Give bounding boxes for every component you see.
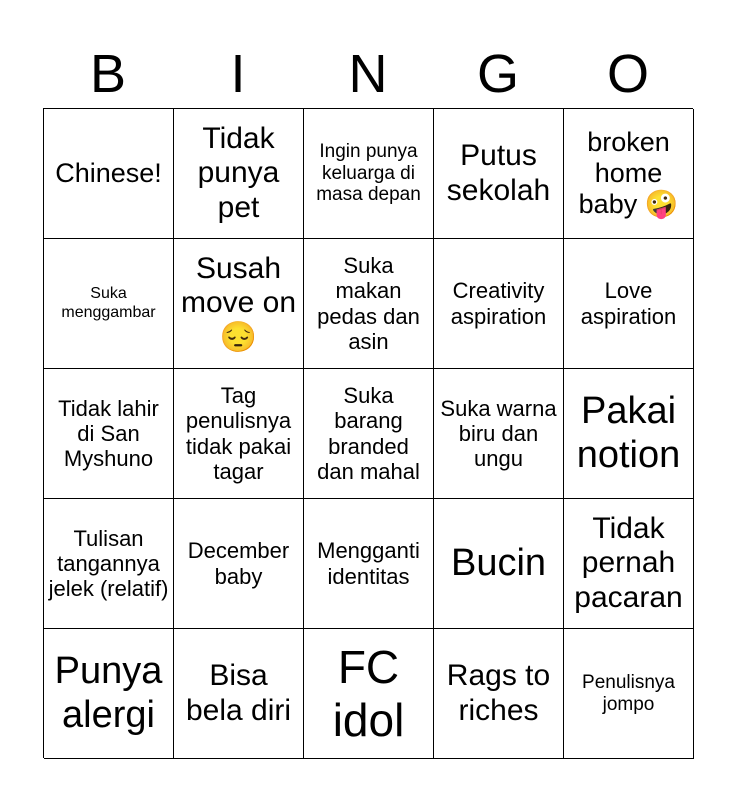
bingo-cell[interactable] [564,369,694,499]
bingo-cell-text: Tidak lahir di San Myshuno [58,395,159,472]
bingo-cell-text: Ingin punya keluarga di masa depan [316,140,421,206]
bingo-cell[interactable] [44,499,174,629]
bingo-header [43,40,693,108]
bingo-cell-text: December baby [187,538,290,589]
bingo-grid [43,108,693,758]
bingo-cell-text: Chinese! [55,157,162,188]
bingo-cell-text: Penulisnya jompo [582,671,675,715]
bingo-cell-text: Tidak pernah pacaran [574,511,683,614]
header-letter-n: N [348,44,388,104]
header-letter-i: I [230,44,246,104]
header-letter-o: O [606,44,649,104]
bingo-cell[interactable] [304,499,434,629]
bingo-cell[interactable] [174,369,304,499]
bingo-cell-text: Pakai notion [576,389,681,476]
bingo-cell[interactable] [434,629,564,759]
bingo-cell[interactable] [304,239,434,369]
bingo-cell[interactable] [434,109,564,239]
bingo-cell[interactable] [174,499,304,629]
bingo-cell-text: Tidak punya pet [197,121,280,224]
bingo-cell[interactable] [44,239,174,369]
bingo-cell[interactable] [44,109,174,239]
bingo-cell-text: Mengganti identitas [317,538,420,589]
bingo-cell-text: Suka warna biru dan ungu [440,395,557,472]
bingo-cell[interactable] [564,629,694,759]
bingo-cell-text: Tag penulisnya tidak pakai tagar [185,382,292,484]
bingo-cell-text: Putus sekolah [446,139,551,207]
bingo-cell[interactable] [564,499,694,629]
bingo-cell-text: FC idol [332,640,405,746]
bingo-cell[interactable] [564,109,694,239]
bingo-cell[interactable] [44,369,174,499]
bingo-cell-text: Suka barang branded dan mahal [317,382,420,484]
bingo-cell[interactable] [434,239,564,369]
bingo-cell[interactable] [564,239,694,369]
bingo-cell[interactable] [44,629,174,759]
bingo-cell-text: Bisa bela diri [185,659,292,727]
bingo-cell-text: Bucin [450,541,547,584]
bingo-cell-text: Susah move on 😔 [180,251,297,354]
bingo-cell-text: Suka makan pedas dan asin [317,252,420,354]
bingo-cell[interactable] [304,629,434,759]
bingo-cell-text: Tulisan tangannya jelek (relatif) [48,525,169,602]
bingo-cell-text: Punya alergi [54,649,163,736]
bingo-cell-text: Creativity aspiration [450,278,547,329]
bingo-cell-text: broken home baby 🤪 [578,126,679,220]
bingo-cell[interactable] [174,629,304,759]
bingo-cell-text: Suka menggambar [61,285,156,321]
bingo-cell[interactable] [174,109,304,239]
header-letter-g: G [476,44,519,104]
bingo-cell[interactable] [434,369,564,499]
bingo-cell[interactable] [434,499,564,629]
header-letter-b: B [89,44,127,104]
bingo-cell[interactable] [174,239,304,369]
bingo-cell-text: Love aspiration [580,278,677,329]
bingo-cell-text: Rags to riches [446,659,551,727]
bingo-cell[interactable] [304,109,434,239]
bingo-cell[interactable] [304,369,434,499]
